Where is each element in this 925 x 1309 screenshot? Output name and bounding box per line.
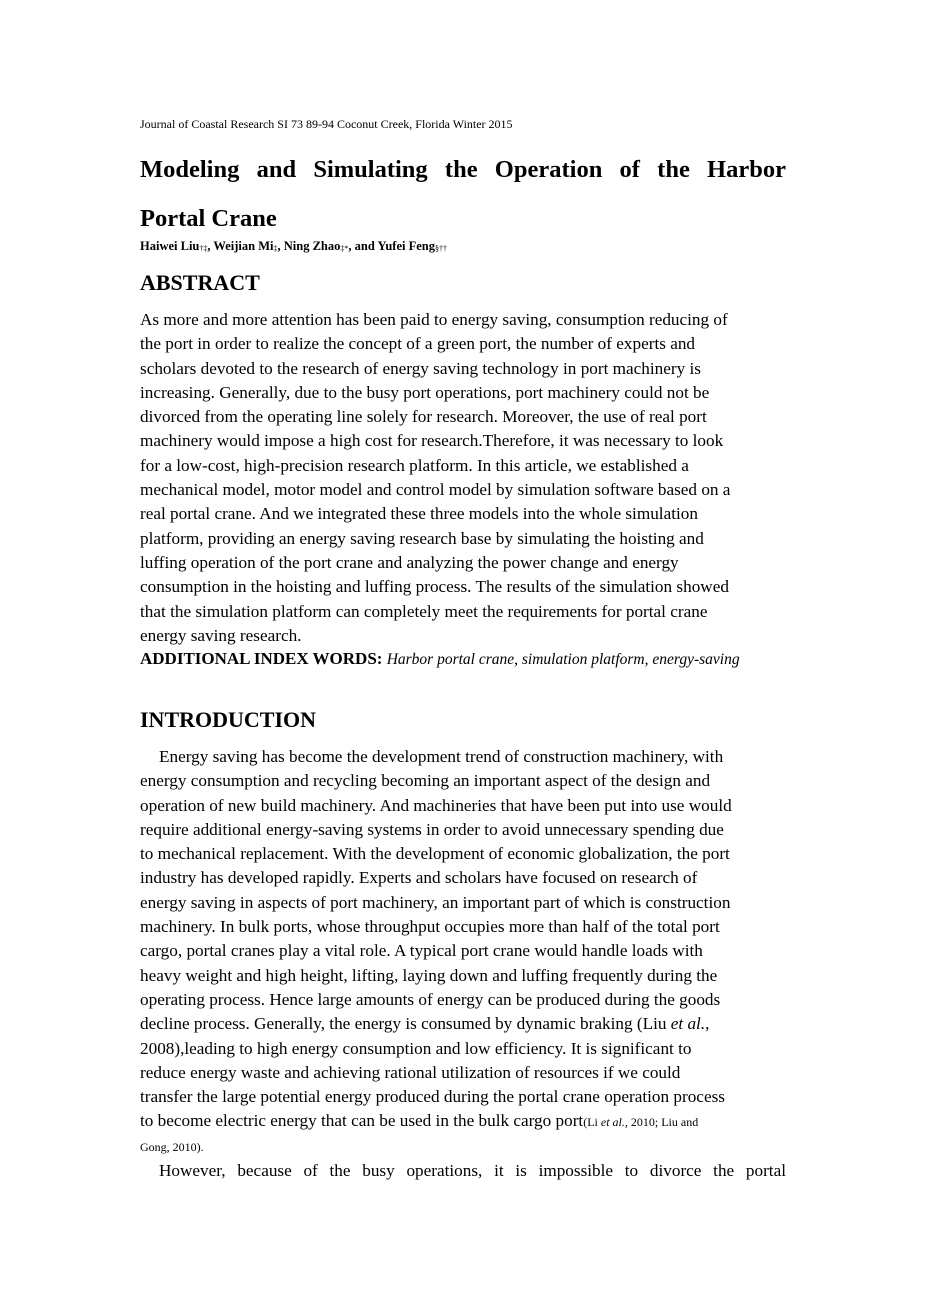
citation-text: (Li: [583, 1115, 601, 1130]
text-span: decline process. Generally, the energy is consumed by dynamic braking (Liu: [140, 1014, 671, 1034]
citation-italic: et al.: [600, 1115, 625, 1130]
citation-text: , 2010; Liu and: [624, 1115, 699, 1130]
index-words-value: Harbor portal crane, simulation platform, energy-saving: [386, 651, 740, 668]
citation-line: Gong, 2010).: [140, 1139, 204, 1154]
text-line: machinery. In bulk ports, whose throughput occupies more than half of the total port: [140, 917, 720, 937]
index-words-label: ADDITIONAL INDEX WORDS:: [140, 649, 383, 668]
text-line: machinery would impose a high cost for research.Therefore, it was necessary to look: [140, 431, 724, 451]
citation-italic: et al.: [670, 1014, 706, 1034]
author-separator: ,: [207, 239, 214, 253]
text-line: that the simulation platform can completely meet the requirements for portal crane: [140, 601, 708, 621]
text-line: [140, 1109, 786, 1134]
author-name: Ning Zhao: [283, 239, 341, 253]
text-line: increasing. Generally, due to the busy port operations, port machinery could not be: [140, 382, 710, 402]
text-line: real portal crane. And we integrated these three models into the whole simulation: [140, 504, 698, 524]
text-line: the port in order to realize the concept of a green port, the number of experts and: [140, 334, 696, 354]
text-line: operation of new build machinery. And machineries that have been put into use would: [140, 795, 732, 815]
introduction-text: [140, 745, 786, 1183]
author-affiliation: ‡*: [340, 244, 349, 253]
text-line: require additional energy-saving systems in order to avoid unnecessary spending due: [140, 819, 724, 839]
text-line: As more and more attention has been paid to energy saving, consumption reducing of: [140, 310, 728, 329]
text-line: reduce energy waste and achieving rational utilization of resources if we could: [140, 1062, 681, 1082]
text-line: energy saving in aspects of port machinery, an important part of which is construction: [140, 892, 731, 912]
author-separator: , and: [348, 239, 378, 253]
text-line: [140, 1012, 786, 1036]
index-words: [140, 649, 786, 669]
title-line-2: Portal Crane: [140, 205, 277, 232]
paper-title: [140, 145, 786, 243]
text-line: industry has developed rapidly. Experts and scholars have focused on research of: [140, 868, 698, 888]
text-span: to become electric energy that can be used in the bulk cargo port: [140, 1111, 584, 1131]
author-separator: ,: [277, 239, 284, 253]
text-span: ,: [705, 1014, 710, 1034]
abstract-text: [140, 308, 786, 648]
text-line: energy saving research.: [140, 625, 302, 645]
text-line: energy consumption and recycling becoming an important aspect of the design and: [140, 771, 711, 791]
text-line: divorced from the operating line solely for research. Moreover, the use of real port: [140, 407, 707, 427]
text-line: Energy saving has become the development trend of construction machinery, with: [159, 747, 724, 766]
introduction-heading: INTRODUCTION: [140, 707, 317, 732]
text-line: to mechanical replacement. With the development of economic globalization, the port: [140, 844, 730, 864]
author-name: Haiwei Liu: [140, 239, 200, 253]
text-line: transfer the large potential energy produced during the portal crane operation process: [140, 1087, 725, 1107]
text-line: scholars devoted to the research of energy saving technology in port machinery is: [140, 358, 701, 378]
text-line: heavy weight and high height, lifting, laying down and luffing frequently during the: [140, 965, 718, 985]
text-line: 2008),leading to high energy consumption and low efficiency. It is significant to: [140, 1038, 692, 1058]
citation: [583, 1115, 698, 1129]
author-name: Yufei Feng: [377, 239, 435, 253]
text-line: cargo, portal cranes play a vital role. A typical port crane would handle loads with: [140, 941, 703, 961]
text-line: operating process. Hence large amounts of energy can be produced during the goods: [140, 989, 721, 1009]
author-affiliation: ‡: [273, 244, 278, 253]
abstract-heading: ABSTRACT: [140, 270, 260, 295]
author-name: Weijian Mi: [213, 239, 274, 253]
journal-header: Journal of Coastal Research SI 73 89-94 Coconut Creek, Florida Winter 2015: [140, 117, 513, 131]
text-line: However, because of the busy operations, it is impossible to divorce the portal: [159, 1161, 786, 1181]
text-line: luffing operation of the port crane and analyzing the power change and energy: [140, 552, 679, 572]
title-line-1: Modeling and Simulating the Operation of the Harbor: [140, 156, 786, 183]
text-line: consumption in the hoisting and luffing process. The results of the simulation showed: [140, 577, 729, 597]
author-affiliation: †‡: [199, 244, 208, 253]
author-affiliation: §††: [434, 244, 447, 253]
author-list: [140, 239, 786, 254]
text-line: platform, providing an energy saving research base by simulating the hoisting and: [140, 528, 704, 548]
text-line: mechanical model, motor model and control model by simulation software based on a: [140, 480, 731, 500]
text-line: for a low-cost, high-precision research platform. In this article, we established a: [140, 455, 689, 475]
